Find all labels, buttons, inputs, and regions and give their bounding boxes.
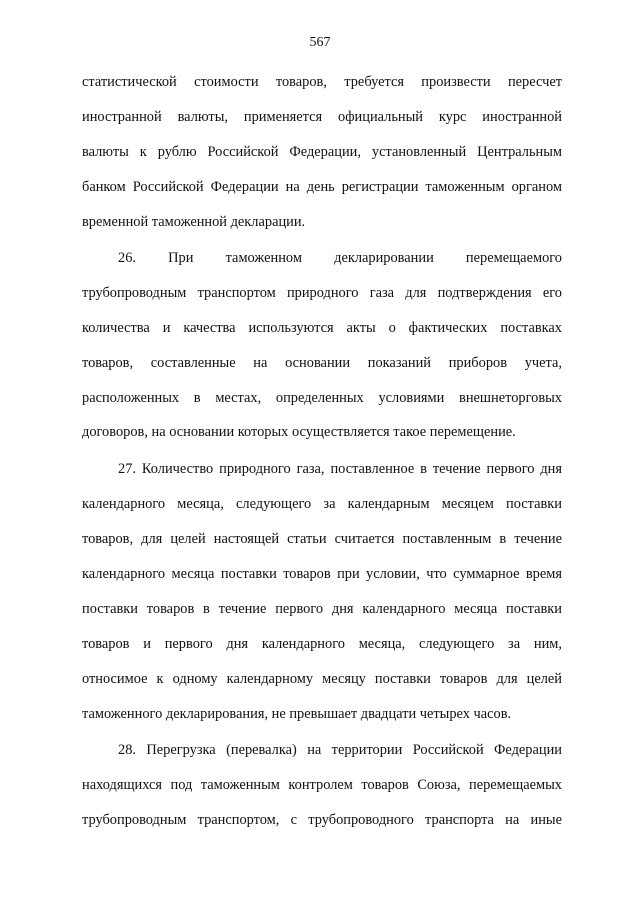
text-line: иностранной валюты, применяется официальный курс иностранной — [82, 109, 562, 125]
text-line: банком Российской Федерации на день регистрации таможенным органом — [82, 179, 562, 195]
text-line: трубопроводным транспортом природного газа для подтверждения его — [82, 285, 562, 301]
text-line: поставки товаров в течение первого дня календарного месяца поставки — [82, 601, 562, 617]
text-line: относимое к одному календарному месяцу поставки товаров для целей — [82, 671, 562, 687]
text-line: временной таможенной декларации. — [82, 214, 306, 230]
text-line: товаров, для целей настоящей статьи считается поставленным в течение — [82, 531, 562, 547]
text-line: количества и качества используются акты о фактических поставках — [82, 320, 562, 336]
text-line: расположенных в местах, определенных условиями внешнеторговых — [82, 390, 562, 406]
text-line: товаров и первого дня календарного месяца, следующего за ним, — [82, 636, 562, 652]
text-line: договоров, на основании которых осуществляется такое перемещение. — [82, 424, 516, 440]
text-line: статистической стоимости товаров, требуется произвести пересчет — [82, 74, 562, 90]
page-number: 567 — [309, 35, 331, 50]
paragraph-26-first-line: 26. При таможенном декларировании перемещаемого — [118, 250, 562, 266]
paragraph-27-first-line: 27. Количество природного газа, поставленное в течение первого дня — [118, 461, 562, 477]
text-line: таможенного декларирования, не превышает двадцати четырех часов. — [82, 706, 512, 722]
text-line: товаров, составленные на основании показаний приборов учета, — [82, 355, 562, 371]
text-line: валюты к рублю Российской Федерации, установленный Центральным — [82, 144, 562, 160]
text-line: находящихся под таможенным контролем товаров Союза, перемещаемых — [82, 777, 562, 793]
text-line: календарного месяца поставки товаров при условии, что суммарное время — [82, 566, 562, 582]
text-line: трубопроводным транспортом, с трубопроводного транспорта на иные — [82, 812, 562, 828]
text-line: календарного месяца, следующего за календарным месяцем поставки — [82, 496, 562, 512]
paragraph-28-first-line: 28. Перегрузка (перевалка) на территории Российской Федерации — [118, 742, 562, 758]
